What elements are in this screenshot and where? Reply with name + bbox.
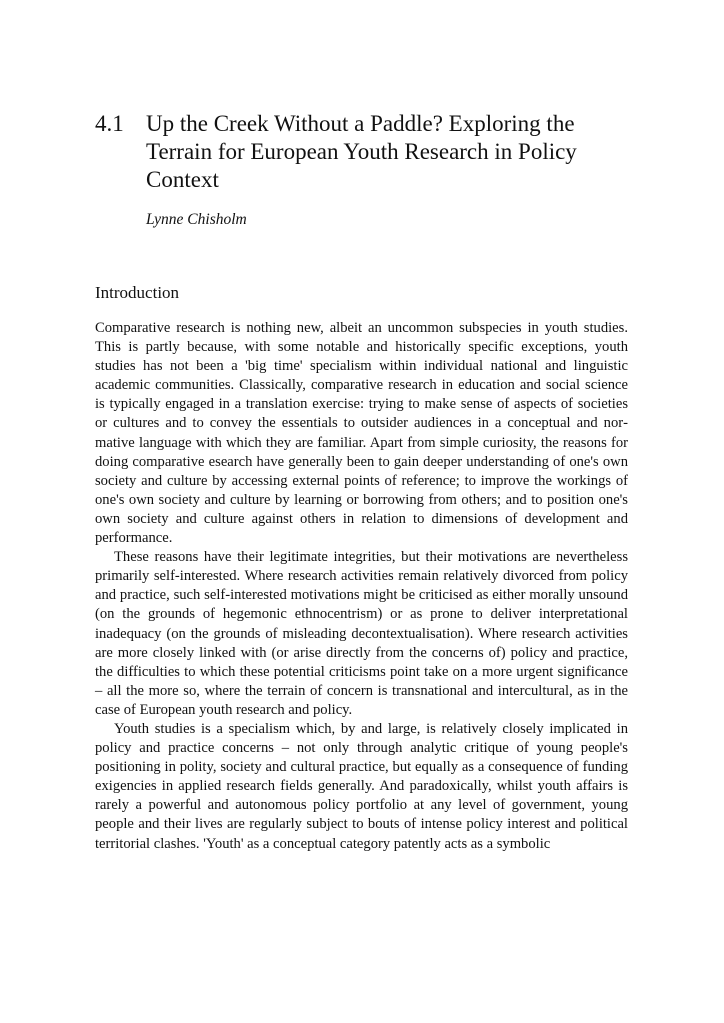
paragraph: These reasons have their legitimate integrities, but their motivations are nevertheless primarily self-interested. Where research activities remain relatively divorced from policy and practice, such self-interested motivations might be criticised as either morally unsound (on the grounds of hegemonic ethnocentrism) or as prone to deliver interpretational inadequacy (on the grounds of misleading decontextualisation). Where research activities are more closely linked with (or arise directly from the concerns of) policy and practice, the difficulties to which these potential criticisms point take on a more urgent significance – all the more so, where the terrain of concern is transnational and intercultural, as in the case of European youth research and policy.	[95, 549, 628, 718]
chapter-author: Lynne Chisholm	[146, 211, 247, 228]
chapter-heading	[95, 110, 635, 194]
paragraph: Comparative research is nothing new, albeit an uncommon subspecies in youth studies. This is partly because, with some notable and historically specific exceptions, youth studies has not been a 'big time' specialism within individual national and linguistic academic communities. Classically, comparative research in education and social science is typically engaged in a translation exercise: trying to make sense of aspects of societies or cultures and to convey the essentials to outsider audiences in a conceptual and normative language with which they are familiar. Apart from simple curiosity, the reasons for doing comparative esearch have generally been to gain deeper understanding of one's own society and culture by accessing external points of reference; to improve the workings of one's own society and culture by learning or borrowing from others; and to position one's own society and culture against others in relation to dimensions of development and performance.	[95, 320, 628, 547]
chapter-title: Up the Creek Without a Paddle? Exploring the Terrain for European Youth Research in Policy Context	[146, 111, 577, 192]
section-heading: Introduction	[95, 283, 180, 302]
paragraph: Youth studies is a specialism which, by and large, is relatively closely implicated in policy and practice concerns – not only through analytic critique of young people's positioning in polity, society and cultural practice, but equally as a consequence of funding exigencies in applied research fields generally. And paradoxically, whilst youth affairs is rarely a powerful and autonomous policy portfolio at any level of government, young people and their lives are regularly subject to bouts of intense policy interest and political territorial clashes. 'Youth' as a conceptual category patently acts as a symbolic	[95, 720, 628, 852]
chapter-number: 4.1	[95, 111, 124, 136]
body-text	[95, 319, 628, 854]
